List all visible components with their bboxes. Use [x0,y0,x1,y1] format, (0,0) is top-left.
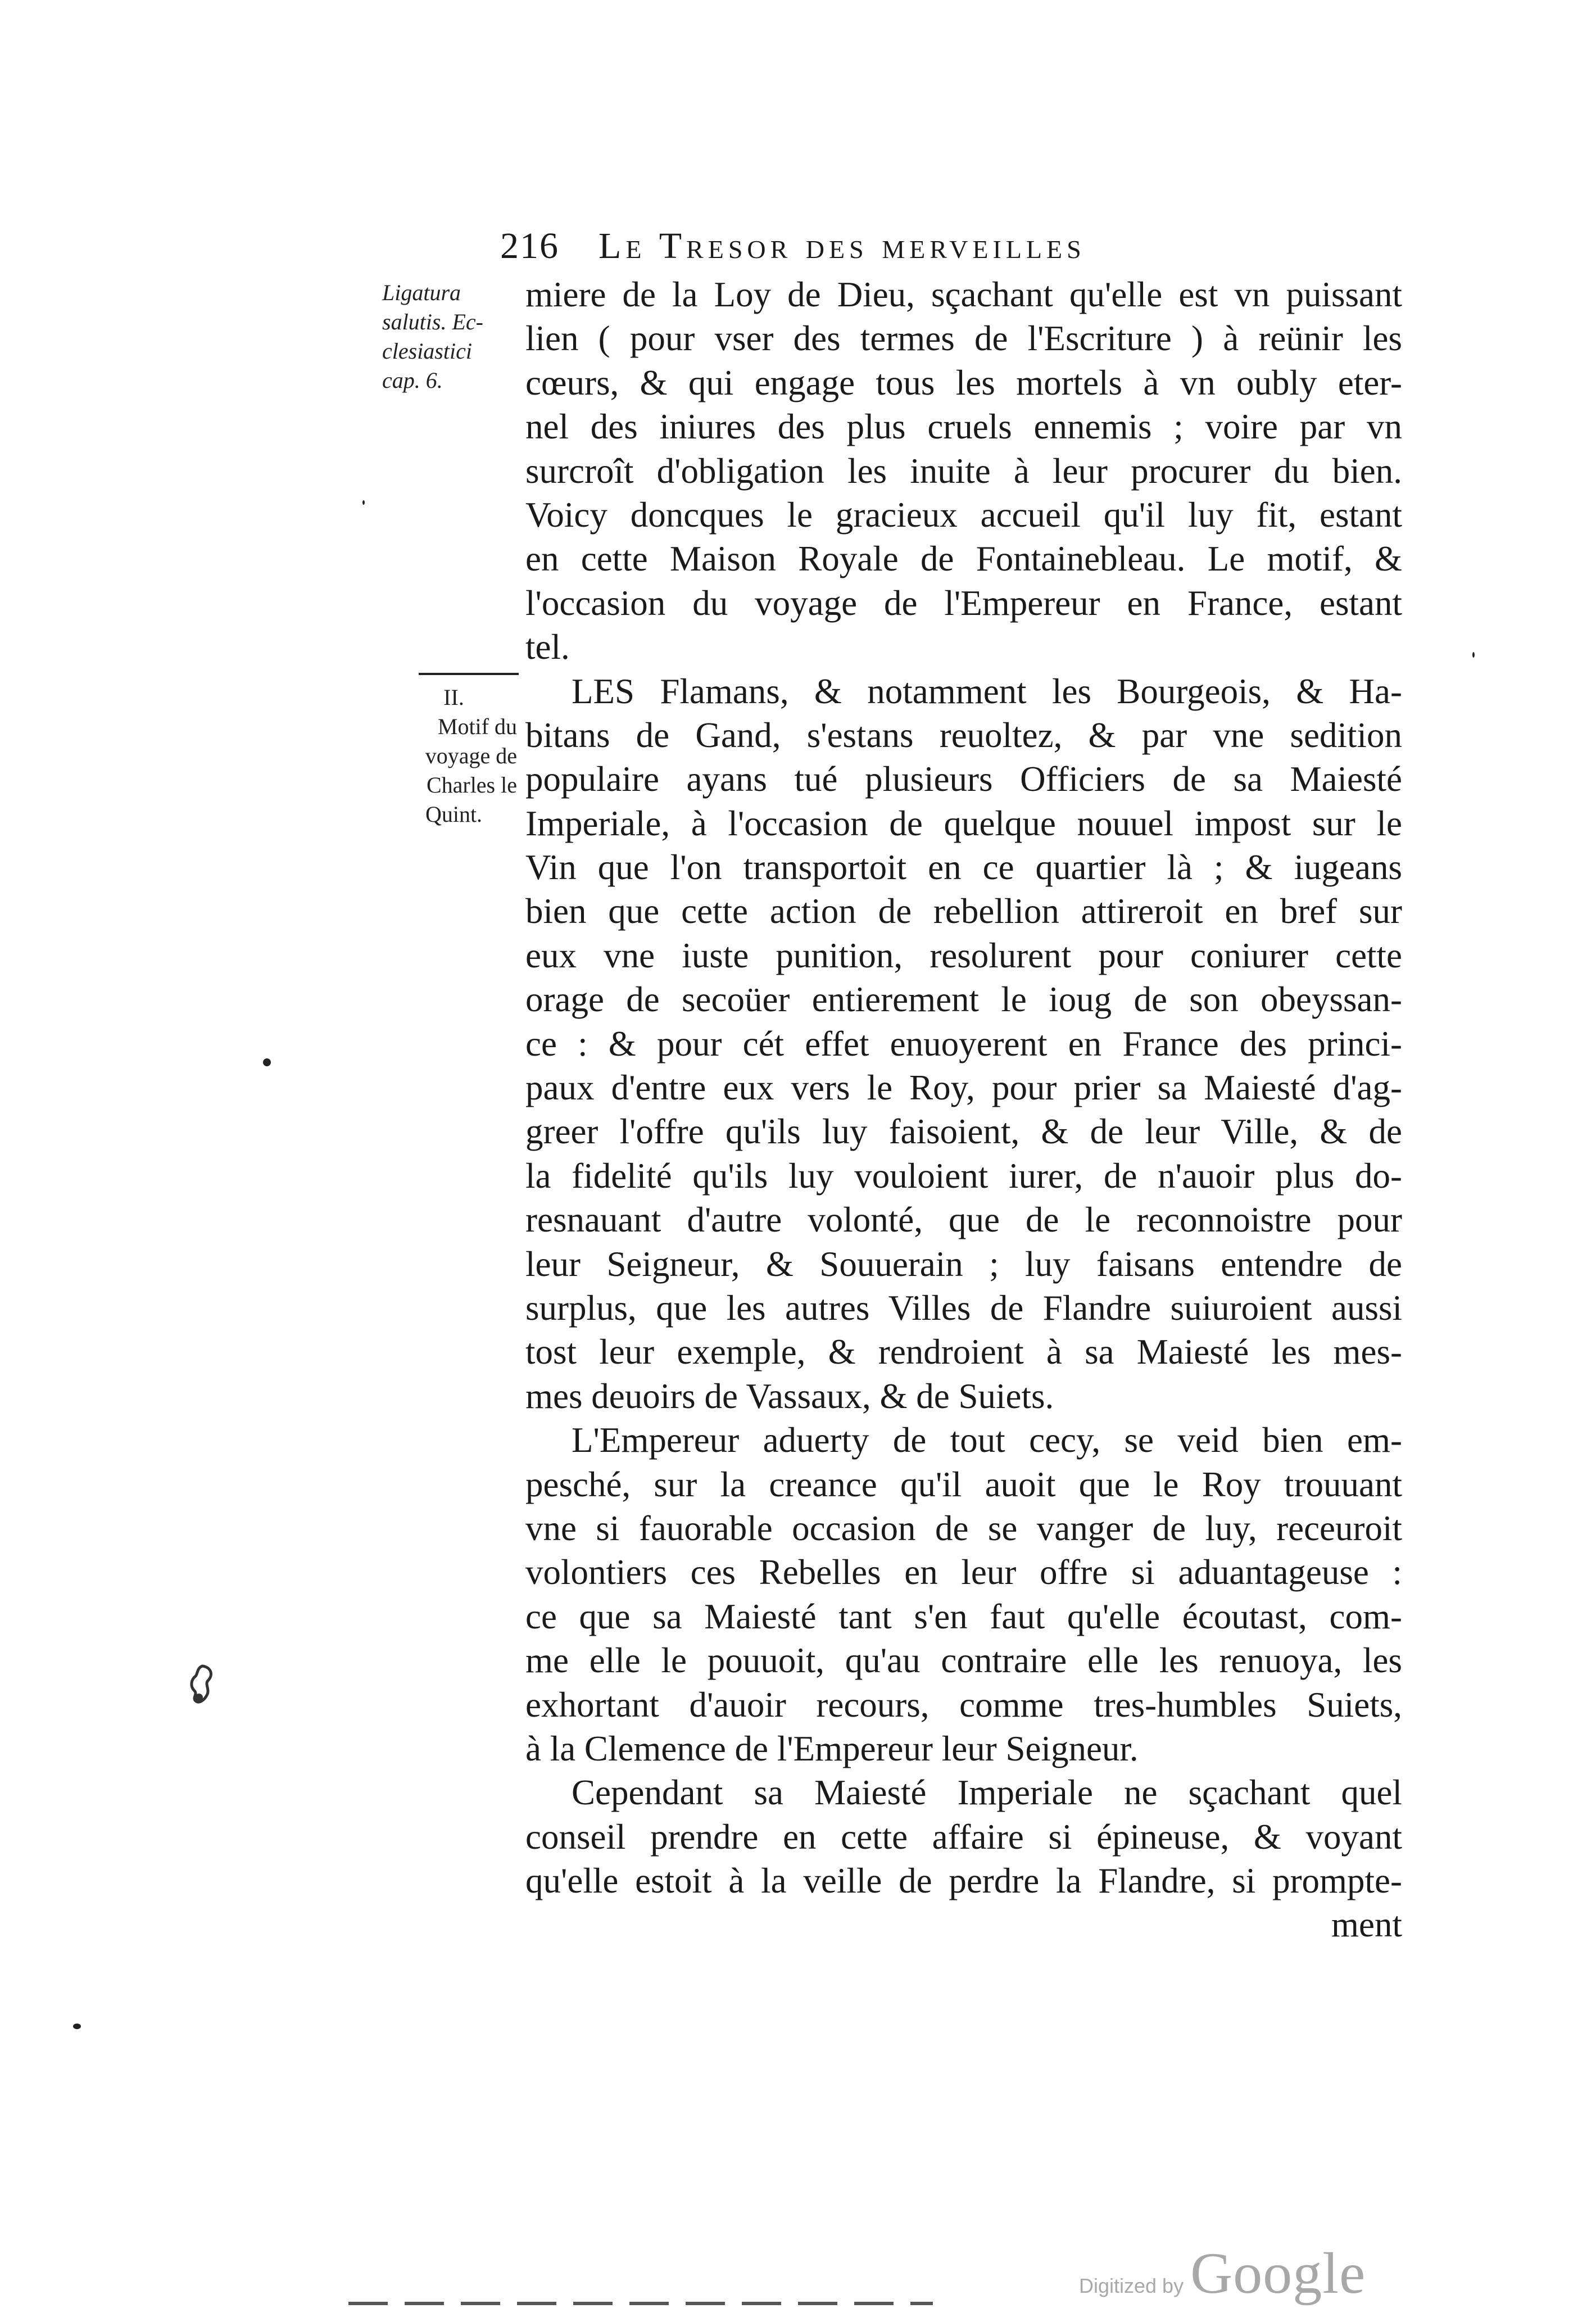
text-line: qu'elle estoit à la veille de perdre la Flandre, si prompte- [525,1861,1402,1901]
text-line: volontiers ces Rebelles en leur offre si aduantageuse : [525,1552,1402,1592]
margin-note-line: II. [443,685,464,710]
text-line: surplus, que les autres Villes de Flandre suiuroient aussi [525,1288,1402,1328]
text-line: ce : & pour cét effet enuoyerent en France des princi- [525,1024,1402,1063]
text-line: exhortant d'auoir recours, comme tres-humbles Suiets, [525,1685,1402,1724]
margin-note-ligatura [382,278,520,395]
scan-edge-marks [348,2302,933,2305]
text-line: greer l'offre qu'ils luy faisoient, & de leur Ville, & de [525,1112,1402,1152]
text-line: l'occasion du voyage de l'Empereur en France, estant [525,583,1402,623]
margin-rule [419,673,519,675]
ink-speck [1472,652,1475,658]
text-line: cœurs, & qui engage tous les mortels à vn oubly eter- [525,363,1402,402]
running-head [500,225,1304,268]
text-line: surcroît d'obligation les inuite à leur procurer du bien. [525,451,1402,491]
text-line: nel des iniures des plus cruels ennemis ; voire par vn [525,407,1402,447]
ink-blot-icon [185,1664,219,1709]
watermark-prefix: Digitized by [1079,2274,1184,2297]
text-line: tel. [525,627,570,667]
text-line: populaire ayans tué plusieurs Officiers de sa Maiesté [525,759,1402,799]
text-line: orage de secoüer entierement le ioug de son obeyssan- [525,980,1402,1020]
page-number: 216 [500,225,559,266]
text-line: L'Empereur aduerty de tout cecy, se veid bien em- [572,1420,1402,1460]
margin-note-motif [391,683,517,829]
text-line: pesché, sur la creance qu'il auoit que le Roy trouuant [525,1464,1402,1504]
text-line: bitans de Gand, s'estans reuoltez, & par vne sedition [525,715,1402,755]
text-line: Cependant sa Maiesté Imperiale ne sçachant quel [572,1773,1402,1813]
ink-speck [362,500,365,505]
margin-note-line: cap. 6. [382,368,443,393]
text-line: mes deuoirs de Vassaux, & de Suiets. [525,1376,1054,1416]
text-line: lien ( pour vser des termes de l'Escriture ) à reünir les [525,319,1402,359]
text-line: eux vne iuste punition, resolurent pour coniurer cette [525,935,1402,975]
margin-note-line: Charles le [426,772,517,798]
text-line: ce que sa Maiesté tant s'en faut qu'elle écoutast, com- [525,1596,1402,1636]
text-line: Voicy doncques le gracieux accueil qu'il luy fit, estant [525,495,1402,535]
margin-note-line: clesiastici [382,338,472,364]
google-logo: Google [1190,2241,1366,2306]
running-title: Le Tresor des merveilles [598,225,1086,266]
text-line: paux d'entre eux vers le Roy, pour prier sa Maiesté d'ag- [525,1068,1402,1108]
text-line: bien que cette action de rebellion attireroit en bref sur [525,891,1402,931]
text-line: conseil prendre en cette affaire si épineuse, & voyant [525,1817,1402,1857]
text-line: leur Seigneur, & Souuerain ; luy faisans entendre de [525,1244,1402,1284]
ink-speck [73,2024,81,2029]
text-line: tost leur exemple, & rendroient à sa Maiesté les mes- [525,1332,1402,1372]
text-line: LES Flamans, & notamment les Bourgeois, & Ha- [572,671,1402,711]
margin-note-line: Motif du [437,714,517,739]
text-line: la fidelité qu'ils luy vouloient iurer, de n'auoir plus do- [525,1156,1402,1196]
text-line: en cette Maison Royale de Fontainebleau. Le motif, & [525,539,1402,579]
margin-note-line: salutis. Ec- [382,309,483,334]
text-line: resnauant d'autre volonté, que de le reconnoistre pour [525,1200,1402,1240]
text-line: à la Clemence de l'Empereur leur Seigneur. [525,1728,1139,1768]
margin-note-line: Ligatura [382,280,461,305]
main-text-column [525,273,1402,1947]
digitized-by-watermark [1079,2240,1366,2307]
text-line: miere de la Loy de Dieu, sçachant qu'elle est vn puissant [525,275,1402,314]
catchword: ment [1331,1905,1402,1945]
text-line: Vin que l'on transportoit en ce quartier là ; & iugeans [525,848,1402,888]
margin-note-line: Quint. [425,802,483,827]
ink-speck [263,1058,271,1066]
text-line: me elle le pouuoit, qu'au contraire elle les renuoya, les [525,1641,1402,1681]
text-line: vne si fauorable occasion de se vanger de luy, receuroit [525,1508,1402,1548]
text-line: Imperiale, à l'occasion de quelque nouuel impost sur le [525,803,1402,843]
margin-note-line: voyage de [425,743,517,768]
